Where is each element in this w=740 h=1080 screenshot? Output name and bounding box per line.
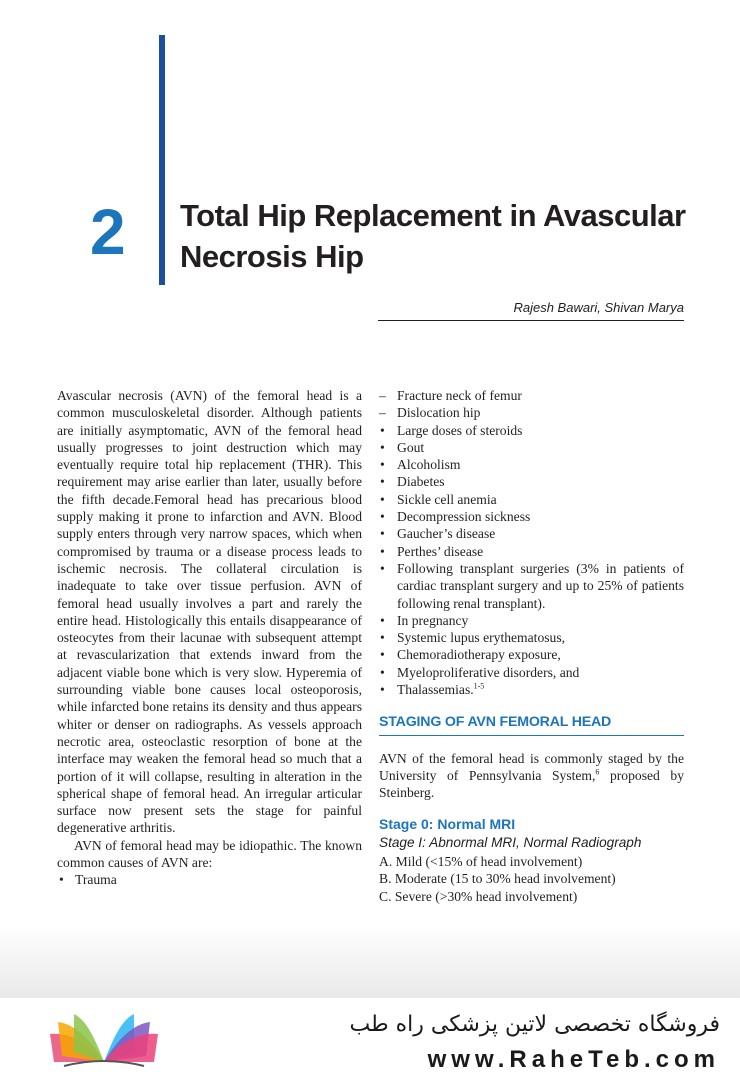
bullet-icon: • — [380, 647, 385, 663]
list-item-text: Systemic lupus erythematosus, — [397, 630, 566, 646]
list-item-text: Trauma — [75, 872, 117, 888]
bullet-icon: • — [380, 682, 385, 698]
staging-paragraph-text-a: AVN of the femoral head is commonly staged by the University of Pennsylvania System, — [379, 750, 684, 783]
bullet-icon: • — [380, 612, 385, 628]
list-item-text: Gaucher’s disease — [397, 526, 496, 542]
chapter-divider-bar — [159, 35, 165, 285]
list-item — [379, 387, 684, 404]
list-item — [379, 508, 684, 525]
list-item-text: Dislocation hip — [397, 405, 481, 421]
list-item — [379, 612, 684, 629]
list-item-text: In pregnancy — [397, 612, 469, 628]
list-item — [379, 664, 684, 681]
list-item-text: Following transplant surgeries (3% in patients of cardiac transplant surgery and up to 25% of patients following renal transplant). — [397, 560, 684, 611]
left-column — [57, 387, 362, 889]
open-book-logo-icon — [44, 1012, 164, 1072]
list-item-text: Myeloproliferative disorders, and — [397, 664, 580, 680]
dash-icon: – — [379, 388, 386, 403]
section-heading-rule — [379, 735, 684, 736]
bullet-icon: • — [380, 439, 385, 455]
list-item-text: Fracture neck of femur — [397, 388, 522, 403]
bullet-icon: • — [59, 872, 64, 888]
list-item-text: Alcoholism — [397, 457, 461, 473]
bullet-icon: • — [380, 560, 385, 576]
causes-list-right — [379, 422, 684, 699]
list-item — [57, 871, 362, 888]
list-item — [379, 491, 684, 508]
list-item: B. Moderate (15 to 30% head involvement) — [379, 871, 616, 887]
list-item-text: Sickle cell anemia — [397, 491, 497, 507]
list-item-text: Gout — [397, 439, 425, 455]
citation-superscript: 6 — [595, 767, 600, 777]
list-item — [379, 439, 684, 456]
list-item-text: Chemoradiotherapy exposure, — [397, 647, 561, 663]
list-item — [379, 629, 684, 646]
right-column — [379, 387, 684, 905]
list-item — [379, 473, 684, 490]
causes-intro-paragraph: AVN of femoral head may be idiopathic. The known common causes of AVN are: — [57, 837, 362, 871]
bullet-icon: • — [380, 509, 385, 525]
authors: Rajesh Bawari, Shivan Marya — [513, 300, 684, 315]
dash-icon: – — [379, 405, 386, 421]
footer-gradient — [0, 925, 740, 1000]
authors-rule — [378, 320, 684, 321]
section-heading: STAGING OF AVN FEMORAL HEAD — [379, 714, 612, 731]
list-item: C. Severe (>30% head involvement) — [379, 888, 578, 904]
list-item — [379, 525, 684, 542]
citation-superscript: 1-5 — [473, 681, 485, 691]
list-item — [379, 543, 684, 560]
bullet-icon: • — [380, 457, 385, 473]
list-item — [379, 560, 684, 612]
bullet-icon: • — [380, 664, 385, 680]
bullet-icon: • — [380, 543, 385, 559]
list-item-text: Large doses of steroids — [397, 422, 523, 438]
bullet-icon: • — [380, 474, 385, 490]
bullet-icon: • — [380, 422, 385, 438]
chapter-title-line-1: Total Hip Replacement in Avascular — [180, 198, 686, 233]
stage-0-heading: Stage 0: Normal MRI — [379, 815, 516, 832]
bullet-icon: • — [380, 491, 385, 507]
list-item — [379, 456, 684, 473]
list-item-text: Diabetes — [397, 474, 445, 490]
staging-paragraph-text-b: proposed by Steinberg. — [379, 767, 684, 801]
staging-paragraph — [379, 750, 684, 802]
footer-url[interactable]: www.RaheTeb.com — [427, 1046, 720, 1073]
list-item-text: Thalassemias. — [397, 682, 474, 698]
list-item-text: Decompression sickness — [397, 509, 531, 525]
bullet-icon: • — [380, 526, 385, 542]
stage-1-subheading: Stage I: Abnormal MRI, Normal Radiograph — [379, 834, 642, 850]
list-item-text: Perthes’ disease — [397, 543, 484, 559]
list-item — [379, 681, 684, 698]
causes-list-left — [57, 871, 362, 888]
list-item — [379, 404, 684, 421]
list-item — [379, 646, 684, 663]
trauma-sublist — [379, 387, 684, 422]
chapter-title-line-2: Necrosis Hip — [180, 239, 364, 274]
intro-paragraph: Avascular necrosis (AVN) of the femoral head is a common musculoskeletal disorder. Although patients are initially asymptomatic, AVN of the femoral head usually progresses to joint destruction which may eventually require total hip replacement (THR). This requirement may arise earlier than later, usually before the fifth decade.Femoral head has precarious blood supply making it prone to infarction and AVN. Blood supply enters through very narrow spaces, which when compromised by trauma or a disease process leads to ischemic necrosis. The collateral circulation is inadequate to take over tissue perfusion. AVN of femoral head usually involves a part and rarely the entire head. Histologically this entails disappearance of osteocytes from their lacunae with subsequent attempt at revascularization that extends inward from the adjacent viable bone which is very slow. Hyperemia of surrounding viable bone causes local osteoporosis, while infarcted bone retains its density and thus appears whiter or denser on radiographs. As vessels approach necrotic area, osteoclastic resorption of bone at the interface may weaken the femoral head so much that a portion of it will collapse, resulting in alteration in the spherical shape of femoral head. An irregular articular surface now present sets the stage for painful degenerative arthritis. — [57, 388, 362, 836]
chapter-title — [180, 195, 700, 277]
bullet-icon: • — [380, 630, 385, 646]
list-item — [379, 422, 684, 439]
chapter-number: 2 — [90, 196, 126, 268]
stage-1-list — [379, 853, 684, 905]
footer-shop-title: فروشگاه تخصصی لاتین پزشکی راه طب — [349, 1012, 720, 1037]
list-item: A. Mild (<15% of head involvement) — [379, 854, 583, 870]
